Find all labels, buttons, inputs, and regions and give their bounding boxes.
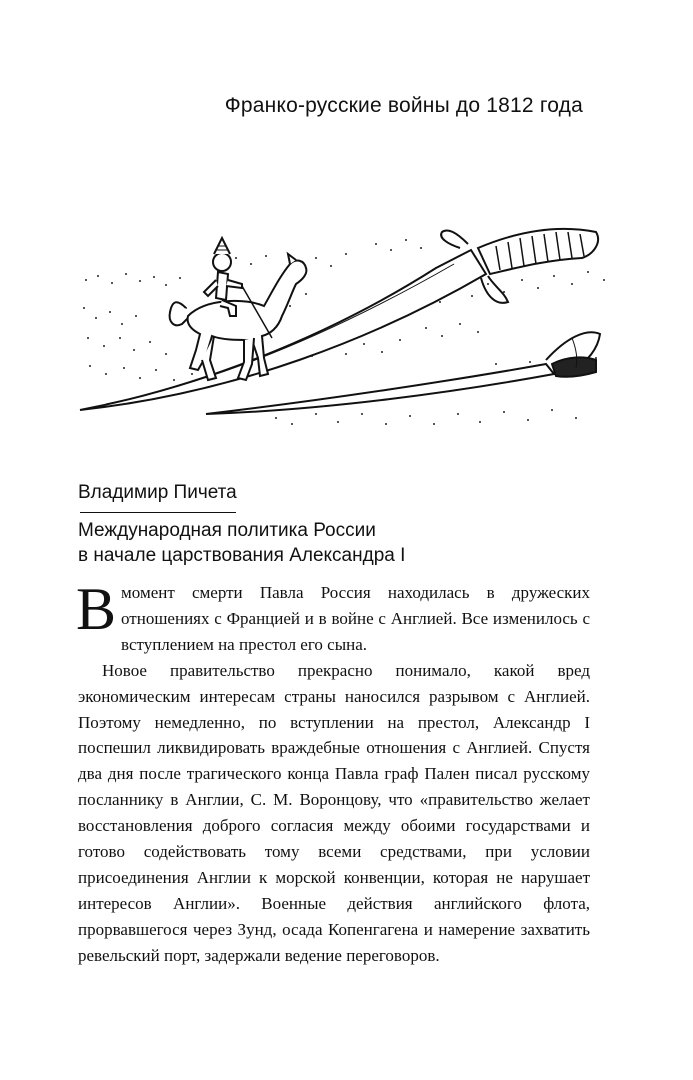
paragraph-1 [76,576,590,658]
article-author: Владимир Пичета [78,482,237,503]
article-title [78,518,405,568]
article-body [76,576,590,969]
large-sabre [80,229,598,410]
paragraph-1-text: момент смерти Павла Россия находилась в дружеских отношениях с Францией и в войне с Англией. Все изменилось с вступлением на престол его сына. [121,583,590,654]
author-divider [80,512,236,513]
article-title-line-1: Международная политика России [78,520,376,541]
horseman-and-sabres-illustration-icon [76,188,616,433]
paragraph-2: Новое правительство прекрасно понимало, какой вред экономическим интересам страны наносился разрывом с Англией. Поэтому немедленно, по вступлении на престол, Александр I поспешил ликвидировать враждебные отношения с Англией. Спустя два дня после трагического конца Павла граф Пален писал русскому посланнику в Англии, С. М. Воронцову, что «правительство желает восстановления доброго согласия между обоими государствами и готово содействовать тому всеми средствами, при условии присоединения Англии к морской конвенции, которая не нарушает интересов Англии». Военные действия английского флота, прорвавшегося через Зунд, осада Копенгагена и намерение захватить ревельский порт, задержали ведение переговоров. [78,660,590,965]
drop-cap: В [76,576,117,642]
article-title-line-2: в начале царствования Александра I [78,545,406,566]
running-head: Франко-русские войны до 1812 года [224,94,583,117]
